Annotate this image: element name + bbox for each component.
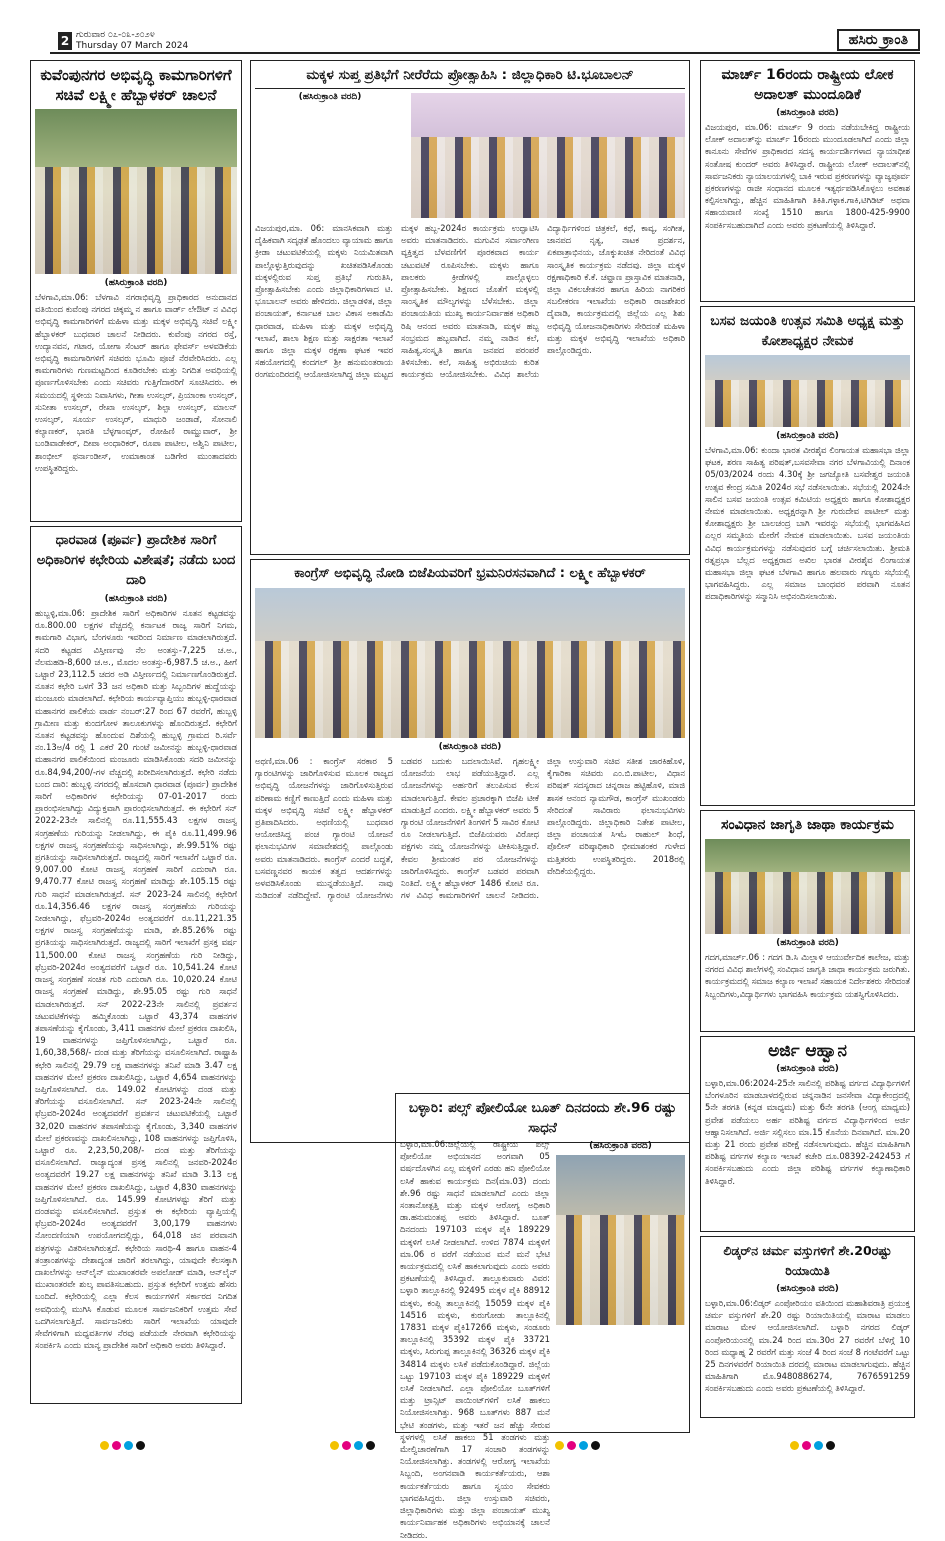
article-headline: ಸಂವಿಧಾನ ಜಾಗೃತಿ ಜಾಥಾ ಕಾರ್ಯಕ್ರಮ [721,817,894,833]
registration-marks [555,1441,600,1450]
article-lok-adalat [700,60,915,302]
article-dateline: (ಹಸಿರುಕ್ರಾಂತಿ ವರದಿ) [776,1284,839,1294]
article-rto-dharwad [30,526,242,1404]
article-body: ಬಳ್ಳಾರಿ,ಮಾ.06:ಲಿಡ್ಕರ್ ಎಂಪೋರಿಯಂ ವತಿಯಿಂದ ಮಹಾಶಿವರಾತ್ರಿ ಪ್ರಯುಕ್ತ ಚರ್ಮ ವಸ್ತುಗಳಿಗೆ ಶೇ.20 ರಷ್ಟು ರಿಯಾಯಿತಿಯಲ್ಲಿ ಮಾರಾಟ ಮಾಡಲು ಮಾರಾಟ ಮೇಳ ಆಯೋಜಿಸಲಾಗಿದೆ. ಬಳ್ಳಾರಿ ನಗರದ ಲಿಡ್ಕರ್ ಎಂಪೋರಿಯಂನಲ್ಲಿ ಮಾ.24 ರಿಂದ ಮಾ.30ರ 27 ರವರೆಗೆ ಬೆಳಿಗ್ಗೆ 10 ರಿಂದ ಮಧ್ಯಾಹ್ನ 2 ರವರೆಗೆ ಮತ್ತು ಸಂಜೆ 4 ರಿಂದ ಸಂಜೆ 8 ಗಂಟೆವರೆಗೆ ಒಟ್ಟು 25 ದಿನಗಳವರೆಗೆ ರಿಯಾಯಿತಿ ದರದಲ್ಲಿ ಮಾರಾಟ ಮಾಡಲಾಗುವುದು. ಹೆಚ್ಚಿನ ಮಾಹಿತಿಗಾಗಿ ಮೊ.9480886274, 7676591259 ಸಂಪರ್ಕಿಸಬಹುದು ಎಂದು ಅವರು ಪ್ರಕಟಣೆಯಲ್ಲಿ ತಿಳಿಸಿದ್ದಾರೆ. [705,1298,910,1394]
article-photo [705,839,910,934]
article-photo [705,355,910,427]
registration-marks [330,1441,375,1450]
article-headline: ಅರ್ಜಿ ಆಹ್ವಾನ [768,1041,847,1061]
article-headline: ಮಕ್ಕಳ ಸುಪ್ತ ಪ್ರತಿಭೆಗೆ ನೀರೆರೆದು ಪ್ರೋತ್ಸಾಹಿಸಿ : ಜಿಲ್ಲಾಧಿಕಾರಿ ಟಿ.ಭೂಬಾಲನ್ [255,65,685,89]
article-dateline: (ಹಸಿರುಕ್ರಾಂತಿ ವರದಿ) [589,1141,652,1151]
article-dateline: (ಹಸಿರುಕ್ರಾಂತಿ ವರದಿ) [776,1064,839,1074]
masthead [50,28,920,54]
article-body: ಗದಗ,ಮಾರ್ಚ್.06 : ಗದಗ ಡಿ.ಸಿ ಮಿಲ್ಲಾಳಿ ಆಯುರ್ವೇದಿಕ ಕಾಲೇಜ, ಮತ್ತು ನಗರದ ವಿವಿಧ ಶಾಲೆಗಳಲ್ಲಿ ಸಂವಿಧಾನ ಜಾಗೃತಿ ಜಾಥಾ ಕಾರ್ಯಕ್ರಮ ಜರುಗಿತು. ಕಾರ್ಯಕ್ರಮದಲ್ಲಿ ಸಮಾಜ ಕಲ್ಯಾಣ ಇಲಾಖೆ ಸಹಾಯಕ ನಿರ್ದೇಶಕರು ಸೇರಿದಂತೆ ಸಿಬ್ಬಂದಿಗಳು,ವಿದ್ಯಾರ್ಥಿಗಳು ಭಾಗವಹಿಸಿ ಕಾರ್ಯಕ್ರಮ ಯಶಸ್ವಿಗೊಳಿಸಿದರು. [705,952,910,999]
article-lidkar [700,1236,915,1418]
article-photo [411,93,685,218]
article-body: ಬಳ್ಳಾರಿ,ಮಾ.06:ಜಿಲ್ಲೆಯಲ್ಲಿ ರಾಷ್ಟ್ರೀಯ ಪಲ್ಸ್ ಪೋಲಿಯೋ ಅಭಿಯಾನದ ಅಂಗವಾಗಿ 05 ವರ್ಷದೊಳಗಿನ ಎಲ್ಲ ಮಕ್ಕಳಿಗೆ ಎರಡು ಹನಿ ಪೋಲಿಯೋ ಲಸಿಕೆ ಹಾಕುವ ಕಾರ್ಯಕ್ರಮ ದಿನ(ಮಾ.03) ದಂದು ಶೇ.96 ರಷ್ಟು ಸಾಧನೆ ಮಾಡಲಾಗಿದೆ ಎಂದು ಜಿಲ್ಲಾ ಸಂತಾನೋತ್ಪತ್ತಿ ಮತ್ತು ಮಕ್ಕಳ ಆರೋಗ್ಯ ಅಧಿಕಾರಿ ಡಾ.ಹನುಮಂತಪ್ಪ ಅವರು ತಿಳಿಸಿದ್ದಾರೆ. ಬೂತ್ ದಿನದಂದು 197103 ಮಕ್ಕಳ ಪೈಕಿ 189229 ಮಕ್ಕಳಿಗೆ ಲಸಿಕೆ ನೀಡಲಾಗಿದೆ. ಉಳಿದ 7874 ಮಕ್ಕಳಿಗೆ ಮಾ.06 ರ ವರೆಗೆ ನಡೆಯುವ ಮನೆ ಮನೆ ಭೇಟಿ ಕಾರ್ಯಕ್ರಮದಲ್ಲಿ ಲಸಿಕೆ ಹಾಕಲಾಗುವುದು ಎಂದು ಅವರು ಪ್ರಕಟಣೆಯಲ್ಲಿ ತಿಳಿಸಿದ್ದಾರೆ. ತಾಲ್ಲೂಕುವಾರು ವಿವರ: ಬಳ್ಳಾರಿ ತಾಲ್ಲೂಕಿನಲ್ಲಿ 92495 ಮಕ್ಕಳ ಪೈಕಿ 88912 ಮಕ್ಕಳು, ಕಂಪ್ಲಿ ತಾಲ್ಲೂಕಿನಲ್ಲಿ 15059 ಮಕ್ಕಳ ಪೈಕಿ 14516 ಮಕ್ಕಳು, ಕುರುಗೋಡು ತಾಲ್ಲೂಕಿನಲ್ಲಿ 17831 ಮಕ್ಕಳ ಪೈಕಿ17266 ಮಕ್ಕಳು, ಸಂಡೂರು ತಾಲ್ಲೂಕಿನಲ್ಲಿ 35392 ಮಕ್ಕಳ ಪೈಕಿ 33721 ಮಕ್ಕಳು, ಸಿರುಗುಪ್ಪ ತಾಲ್ಲೂಕಿನಲ್ಲಿ 36326 ಮಕ್ಕಳ ಪೈಕಿ 34814 ಮಕ್ಕಳು ಲಸಿಕೆ ಪಡೆದುಕೊಂಡಿದ್ದಾರೆ. ಜಿಲ್ಲೆಯ ಒಟ್ಟು 197103 ಮಕ್ಕಳ ಪೈಕಿ 189229 ಮಕ್ಕಳಿಗೆ ಲಸಿಕೆ ನೀಡಲಾಗಿದೆ. ಎಲ್ಲಾ ಪೋಲಿಯೋ ಬೂತ್‌ಗಳಿಗೆ ಮತ್ತು ಟ್ರಾನ್ಸಿಟ್ ಪಾಯಿಂಟ್‌ಗಳಿಗೆ ಲಸಿಕೆ ಹಾಕಲು ನಿಯೋಜಿಸಲಾಗಿತ್ತು. 968 ಬೂತ್‌ಗಳು 887 ಮನೆ ಭೇಟಿ ತಂಡಗಳು, ಮತ್ತು ಇತರೆ ಜನ ಹೆಚ್ಚು ಸೇರುವ ಸ್ಥಳಗಳಲ್ಲಿ ಲಸಿಕೆ ಹಾಕಲು 51 ತಂಡಗಳು ಮತ್ತು ಮೇಲ್ವಿಚಾರಣೆಗಾಗಿ 17 ಸಂಚಾರಿ ತಂಡಗಳನ್ನು ನಿಯೋಜಿಸಲಾಗಿತ್ತು. ತಂಡಗಳಲ್ಲಿ ಆರೋಗ್ಯ ಇಲಾಖೆಯ ಸಿಬ್ಬಂದಿ, ಅಂಗನವಾಡಿ ಕಾರ್ಯಕರ್ತೆಯರು, ಆಶಾ ಕಾರ್ಯಕರ್ತೆಯರು ಹಾಗೂ ಸ್ವಯಂ ಸೇವಕರು ಭಾಗವಹಿಸಿದ್ದರು. ಜಿಲ್ಲಾ ಉಸ್ತುವಾರಿ ಸಚಿವರು, ಜಿಲ್ಲಾಧಿಕಾರಿಗಳು ಮತ್ತು ಜಿಲ್ಲಾ ಪಂಚಾಯತ್ ಮುಖ್ಯ ಕಾರ್ಯನಿರ್ವಾಹಕ ಅಧಿಕಾರಿಗಳು ಅಭಿಯಾನಕ್ಕೆ ಚಾಲನೆ ನೀಡಿದರು. [400,1139,550,1540]
article-body: ಬಳ್ಳಾರಿ,ಮಾ.06:2024-25ನೇ ಸಾಲಿನಲ್ಲಿ ಪರಿಶಿಷ್ಟ ವರ್ಗದ ವಿದ್ಯಾರ್ಥಿಗಳಿಗೆ ಬೆಂಗಳೂರಿನ ಮಾಡಬಾಳದಲ್ಲಿರುವ ಚನ್ನನಾಡಿನ ಜನಸೇವಾ ವಿದ್ಯಾಕೇಂದ್ರದಲ್ಲಿ 5ನೇ ತರಗತಿ (ಕನ್ನಡ ಮಾಧ್ಯಮ) ಮತ್ತು 6ನೇ ತರಗತಿ (ಆಂಗ್ಲ ಮಾಧ್ಯಮ) ಪ್ರವೇಶ ಪಡೆಯಲು ಅರ್ಹ ಪರಿಶಿಷ್ಟ ವರ್ಗದ ವಿದ್ಯಾರ್ಥಿಗಳಿಂದ ಅರ್ಜಿ ಆಹ್ವಾನಿಸಲಾಗಿದೆ. ಅರ್ಜಿ ಸಲ್ಲಿಸಲು ಮಾ.15 ಕೊನೆಯ ದಿನವಾಗಿದೆ. ಮಾ.20 ಮತ್ತು 21 ರಂದು ಪ್ರವೇಶ ಪರೀಕ್ಷೆ ನಡೆಸಲಾಗುವುದು. ಹೆಚ್ಚಿನ ಮಾಹಿತಿಗಾಗಿ ಪರಿಶಿಷ್ಟ ವರ್ಗಗಳ ಕಲ್ಯಾಣ ಇಲಾಖೆ ಕಚೇರಿ ದೂ.08392-242453 ಗೆ ಸಂಪರ್ಕಿಸಬಹುದು ಎಂದು ಜಿಲ್ಲಾ ಪರಿಶಿಷ್ಟ ವರ್ಗಗಳ ಕಲ್ಯಾಣಾಧಿಕಾರಿ ತಿಳಿಸಿದ್ದಾರೆ. [705,1078,910,1186]
article-body: ವಿಜಯಪುರ,ಮಾ. 06: ಮಾನಸಿಕವಾಗಿ ಮತ್ತು ದೈಹಿಕವಾಗಿ ಸದೃಢತೆ ಹೊಂದಲು ವ್ಯಾಯಾಮ ಹಾಗೂ ಕ್ರೀಡಾ ಚಟುವಟಿಕೆಯಲ್ಲಿ ಮಕ್ಕಳು ನಿಯಮಿತವಾಗಿ ಪಾಲ್ಗೊಳ್ಳುತ್ತಿರುವುದನ್ನು ಖಚಿತಪಡಿಸಿಕೊಂಡು ಮಕ್ಕಳಲ್ಲಿರುವ ಸುಪ್ತ ಪ್ರತಿಭೆ ಗುರುತಿಸಿ, ಪ್ರೋತ್ಸಾಹಿಸಬೇಕು ಎಂದು ಜಿಲ್ಲಾಧಿಕಾರಿಗಳಾದ ಟಿ. ಭೂಬಾಲನ್ ಅವರು ಹೇಳಿದರು. ಜಿಲ್ಲಾಡಳಿತ, ಜಿಲ್ಲಾ ಪಂಚಾಯತ್, ಕರ್ನಾಟಕ ಬಾಲ ವಿಕಾಸ ಅಕಾಡೆಮಿ ಧಾರವಾಡ, ಮಹಿಳಾ ಮತ್ತು ಮಕ್ಕಳ ಅಭಿವೃದ್ಧಿ ಇಲಾಖೆ, ಶಾಲಾ ಶಿಕ್ಷಣ ಮತ್ತು ಸಾಕ್ಷರತಾ ಇಲಾಖೆ ಹಾಗೂ ಜಿಲ್ಲಾ ಮಕ್ಕಳ ರಕ್ಷಣಾ ಘಟಕ ಇವರ ಸಹಯೋಗದಲ್ಲಿ ಕಂದಗಲ್ ಶ್ರೀ ಹನುಮಂತರಾಯ ರಂಗಮಂದಿರದಲ್ಲಿ ಆಯೋಜಿಸಲಾಗಿದ್ದ ಜಿಲ್ಲಾ ಮಟ್ಟದ ಮಕ್ಕಳ ಹಬ್ಬ-2024ರ ಕಾರ್ಯಕ್ರಮ ಉದ್ಘಾಟಿಸಿ ಅವರು ಮಾತನಾಡಿದರು. ಮಗುವಿನ ಸರ್ವಾಂಗೀಣ ವ್ಯಕ್ತಿತ್ವದ ಬೆಳವಣಿಗೆಗೆ ಪೂರಕವಾದ ಕಾರ್ಯ ಚಟುವಟಿಕೆ ರೂಪಿಸಬೇಕು. ಮಕ್ಕಳು ಹಾಗೂ ಪಾಲಕರು ಕ್ರೀಡೆಗಳಲ್ಲಿ ಪಾಲ್ಗೊಳ್ಳಲು ಪ್ರೋತ್ಸಾಹಿಸಬೇಕು. ಶಿಕ್ಷಣದ ಜೊತೆಗೆ ಮಕ್ಕಳಲ್ಲಿ ಸಾಂಸ್ಕೃತಿಕ ಮೌಲ್ಯಗಳನ್ನು ಬೆಳೆಸಬೇಕು. ಜಿಲ್ಲಾ ಪಂಚಾಯತಿಯ ಮುಖ್ಯ ಕಾರ್ಯನಿರ್ವಾಹಕ ಅಧಿಕಾರಿ ರಿಷಿ ಆನಂದ ಅವರು ಮಾತನಾಡಿ, ಮಕ್ಕಳ ಹಬ್ಬ ಸಂಭ್ರಮದ ಹಬ್ಬವಾಗಿದೆ. ನಮ್ಮ ನಾಡಿನ ಕಲೆ, ಸಾಹಿತ್ಯ,ಸಂಸ್ಕೃತಿ ಹಾಗೂ ಜನಪದ ಪರಂಪರೆ ತಿಳಿಸಬೇಕು. ಕಲೆ, ಸಾಹಿತ್ಯ ಅಭಿರುಚಿಯ ಕುರಿತ ಕಾರ್ಯಕ್ರಮ ಆಯೋಜಿಸಬೇಕು. ವಿವಿಧ ಶಾಲೆಯ ವಿದ್ಯಾರ್ಥಿಗಳಿಂದ ಚಿತ್ರಕಲೆ, ಕಥೆ, ಕಾವ್ಯ, ಸಂಗೀತ, ಜಾನಪದ ನೃತ್ಯ, ನಾಟಕ ಪ್ರದರ್ಶನ, ಏಕಪಾತ್ರಾಭಿನಯ, ಜೊಕ್ಕುಖಚಿತ ನೇರಿದಂತೆ ವಿವಿಧ ಸಾಂಸ್ಕೃತಿಕ ಕಾರ್ಯಕ್ರಮ ನಡೆದವು. ಜಿಲ್ಲಾ ಮಕ್ಕಳ ರಕ್ಷಣಾಧಿಕಾರಿ ಕೆ.ಕೆ. ಚವ್ಹಾಣ ಪ್ರಾಸ್ತಾವಿಕ ಮಾತನಾಡಿ, ಜಿಲ್ಲಾ ವಿಕಲಚೇತನರ ಹಾಗೂ ಹಿರಿಯ ನಾಗರಿಕರ ಸಬಲೀಕರಣ ಇಲಾಖೆಯ ಅಧಿಕಾರಿ ರಾಜಶೇಖರ ದೈವಾಡಿ, ಕಾರ್ಯಕ್ರಮದಲ್ಲಿ ಜಿಲ್ಲೆಯ ಎಲ್ಲ ಶಿಶು ಅಭಿವೃದ್ಧಿ ಯೋಜನಾಧಿಕಾರಿಗಳು ಸೇರಿದಂತೆ ಮಹಿಳಾ ಮತ್ತು ಮಕ್ಕಳ ಅಭಿವೃದ್ಧಿ ಇಲಾಖೆಯ ಅಧಿಕಾರಿ ಪಾಲ್ಗೊಂಡಿದ್ದರು. [255,223,685,380]
article-headline: ಮಾರ್ಚ್ 16ರಂದು ರಾಷ್ಟ್ರೀಯ ಲೋಕ ಅದಾಲತ್ ಮುಂದೂಡಿಕೆ [721,67,894,103]
article-headline: ಬಳ್ಳಾರಿ: ಪಲ್ಸ್ ಪೋಲಿಯೋ ಬೂತ್ ದಿನದಂದು ಶೇ.96 ರಷ್ಟು ಸಾಧನೆ [408,1100,677,1136]
article-photo [35,109,237,274]
article-headline: ಕುವೆಂಪುನಗರ ಅಭಿವೃದ್ಧಿ ಕಾಮಗಾರಿಗಳಿಗೆ ಸಚಿವೆ ಲಕ್ಷ್ಮೀ ಹೆಬ್ಬಾಳಕರ್ ಚಾಲನೆ [40,66,232,104]
issue-date-en: Thursday 07 March 2024 [76,41,189,51]
article-headline: ಧಾರವಾಡ (ಪೂರ್ವ) ಪ್ರಾದೇಶಿಕ ಸಾರಿಗೆ ಅಧಿಕಾರಿಗಳ ಕಛೇರಿಯ ವಿಶೇಷತೆ; ನಡೆದು ಬಂದ ದಾರಿ [36,533,236,588]
article-dateline: (ಹಸಿರುಕ್ರಾಂತಿ ವರದಿ) [104,278,168,288]
article-body: ಹುಬ್ಬಳ್ಳಿ,ಮಾ.06: ಪ್ರಾದೇಶಿಕ ಸಾರಿಗೆ ಅಧಿಕಾರಿಗಳ ನೂತನ ಕಟ್ಟಡವನ್ನು ರೂ.800.00 ಲಕ್ಷಗಳ ವೆಚ್ಚದಲ್ಲಿ ಕರ್ನಾಟಕ ರಾಜ್ಯ ಸಾರಿಗೆ ನಿಗಮ, ಕಾಮಗಾರಿ ವಿಭಾಗ, ಬೆಂಗಳೂರು ಇವರಿಂದ ನಿರ್ಮಾಣ ಮಾಡಲಾಗಿರುತ್ತದೆ. ಸದರಿ ಕಟ್ಟಡದ ವಿಸ್ತೀರ್ಣವು ನೆಲ ಅಂತಸ್ತು-7,225 ಚ.ಅ., ನೆಲಮಹಡಿ-8,600 ಚ.ಅ., ಮೊದಲ ಅಂತಸ್ತು-6,987.5 ಚ.ಅ., ಹೀಗೆ ಒಟ್ಟಾರೆ 23,112.5 ಚದರ ಅಡಿ ವಿಸ್ತೀರ್ಣದಲ್ಲಿ ನಿರ್ಮಾಣಗೊಂಡಿರುತ್ತದೆ. ನೂತನ ಕಛೇರಿ ಒಳಗೆ 33 ಜನ ಅಧಿಕಾರಿ ಮತ್ತು ಸಿಬ್ಬಂದಿಗಳ ಹುದ್ದೆಯನ್ನು ಮಂಜೂರು ಮಾಡಲಾಗಿದೆ. ಕಛೇರಿಯ ಕಾರ್ಯವ್ಯಾಪ್ತಿಯು ಹುಬ್ಬಳ್ಳಿ-ಧಾರವಾಡ ಮಹಾನಗರ ಪಾಲಿಕೆಯ ವಾರ್ಡ ನಂಬರ್:27 ರಿಂದ 67 ರವರೆಗೆ, ಹುಬ್ಬಳ್ಳಿ ಗ್ರಾಮೀಣ ಮತ್ತು ಕುಂದಗೋಳ ತಾಲೂಕುಗಳನ್ನು ಹೊಂದಿರುತ್ತದೆ. ಕಛೇರಿಗೆ ನೂತನ ಕಟ್ಟಡವನ್ನು ಹೊಂದುವ ದಿಶೆಯಲ್ಲಿ ಹುಬ್ಬಳ್ಳಿ ಗ್ರಾಮದ ರಿ.ಸರ್ವೆ ನಂ.13ಅ/4 ರಲ್ಲಿ 1 ಎಕರೆ 20 ಗುಂಟೆ ಜಮೀನನ್ನು ಹುಬ್ಬಳ್ಳಿ-ಧಾರವಾಡ ಮಹಾನಗರ ಪಾಲಿಕೆಯಿಂದ ಮಂಜೂರು ಮಾಡಿಸಿಕೊಂಡು ಸದರಿ ಜಮೀನನ್ನು ರೂ.84,94,200/-ಗಳ ವೆಚ್ಚದಲ್ಲಿ ಖರೀದಿಸಲಾಗಿರುತ್ತದೆ. ಕಛೇರಿ ನಡೆದು ಬಂದ ದಾರಿ: ಹುಬ್ಬಳ್ಳಿ ನಗರದಲ್ಲಿ ಹೊಸದಾಗಿ ಧಾರವಾಡ (ಪೂರ್ವ) ಪ್ರಾದೇಶಿಕ ಸಾರಿಗೆ ಅಧಿಕಾರಿಗಳ ಕಛೇರಿಯನ್ನು 07-01-2017 ರಂದು ಪ್ರಾರಂಭಿಸಲಾಗಿದ್ದು ವಿದ್ಯುಕ್ತವಾಗಿ ಪ್ರಾರಂಭಿಸಲಾಗಿರುತ್ತದೆ. ಈ ಕಛೇರಿಗೆ ಸನ್ 2022-23ನೇ ಸಾಲಿನಲ್ಲಿ ರೂ.11,555.43 ಲಕ್ಷಗಳ ರಾಜಸ್ವ ಸಂಗ್ರಹಣೆಯ ಗುರಿಯನ್ನು ನೀಡಲಾಗಿದ್ದು, ಈ ಪೈಕಿ ರೂ.11,499.96 ಲಕ್ಷಗಳ ರಾಜಸ್ವ ಸಂಗ್ರಹಣೆಯನ್ನು ಸಾಧಿಸಲಾಗಿದ್ದು, ಶೇ.99.51% ರಷ್ಟು ಪ್ರಗತಿಯನ್ನು ಸಾಧಿಸಲಾಗಿರುತ್ತದೆ. ರಾಜ್ಯದಲ್ಲಿ ಸಾರಿಗೆ ಇಲಾಖೆಗೆ ಒಟ್ಟಾರೆ ರೂ. 9,007.00 ಕೋಟಿ ರಾಜಸ್ವ ಸಂಗ್ರಹಣೆ ಸಾರಿಗೆ ಎದುರಾಗಿ ರೂ. 9,470.77 ಕೋಟಿ ರಾಜಸ್ವ ಸಂಗ್ರಹಣೆ ಮಾಡಿದ್ದು ಶೇ.105.15 ರಷ್ಟು ಗುರಿ ಸಾಧನೆ ಮಾಡಲಾಗಿರುತ್ತದೆ. ಸನ್ 2023-24 ಸಾಲಿನಲ್ಲಿ ಕಛೇರಿಗೆ ರೂ.14,356.46 ಲಕ್ಷಗಳ ರಾಜಸ್ವ ಸಂಗ್ರಹಣೆಯ ಗುರಿಯನ್ನು ನೀಡಲಾಗಿದ್ದು, ಫೆಬ್ರವರಿ-2024ರ ಅಂತ್ಯದವರೆಗೆ ರೂ.11,221.35 ಲಕ್ಷಗಳ ರಾಜಸ್ವ ಸಂಗ್ರಹಣೆಯನ್ನು ಮಾಡಿ, ಶೇ.85.26% ರಷ್ಟು ಪ್ರಗತಿಯನ್ನು ಸಾಧಿಸಲಾಗಿರುತ್ತದೆ. ರಾಜ್ಯದಲ್ಲಿ ಸಾರಿಗೆ ಇಲಾಖೆಗೆ ಪ್ರಸಕ್ತ ವರ್ಷ 11,500.00 ಕೋಟಿ ರಾಜಸ್ವ ಸಂಗ್ರಹಣೆಯ ಗುರಿ ನೀಡಿದ್ದು, ಫೆಬ್ರವರಿ-2024ರ ಅಂತ್ಯದವರೆಗೆ ಒಟ್ಟಾರೆ ರೂ. 10,541.24 ಕೋಟಿ ರಾಜಸ್ವ ಸಂಗ್ರಹಣೆ ಸಂಚಿತ ಗುರಿ ಎದುರಾಗಿ ರೂ. 10,020.24 ಕೋಟಿ ರಾಜಸ್ವ ಸಂಗ್ರಹಣೆ ಮಾಡಿದ್ದು, ಶೇ.95.05 ರಷ್ಟು ಗುರಿ ಸಾಧನೆ ಮಾಡಲಾಗಿರುತ್ತದೆ. ಸನ್ 2022-23ನೇ ಸಾಲಿನಲ್ಲಿ ಪ್ರವರ್ತನ ಚಟುವಟಿಕೆಗಳನ್ನು ಹಮ್ಮಿಕೊಂಡು ಒಟ್ಟಾರೆ 43,374 ವಾಹನಗಳ ತಪಾಸಣೆಯನ್ನು ಕೈಗೊಂಡು, 3,411 ವಾಹನಗಳ ಮೇಲೆ ಪ್ರಕರಣ ದಾಖಲಿಸಿ, 19 ವಾಹನಗಳನ್ನು ಜಪ್ತಿಗೊಳಿಸಲಾಗಿದ್ದು, ಒಟ್ಟಾರೆ ರೂ. 1,60,38,568/- ದಂಡ ಮತ್ತು ತೆರಿಗೆಯನ್ನು ವಸೂಲಿಸಲಾಗಿದೆ. ರಾಷ್ಟ್ರಾಹಿ ಕಛೇರಿ ಸಾಲಿನಲ್ಲಿ 29.79 ಲಕ್ಷ ವಾಹನಗಳನ್ನು ತನಿಖೆ ಮಾಡಿ 3.47 ಲಕ್ಷ ವಾಹನಗಳ ಮೇಲೆ ಪ್ರಕರಣ ದಾಖಲಿಸಿದ್ದು, ಒಟ್ಟಾರೆ 4,654 ವಾಹನಗಳನ್ನು ಜಪ್ತಿಗೊಳಿಸಲಾಗಿದೆ. ರೂ. 149.02 ಕೋಟಿಗಳನ್ನು ದಂಡ ಮತ್ತು ತೆರಿಗೆಯನ್ನು ವಸೂಲಿಸಲಾಗಿದೆ. ಸನ್ 2023-24ನೇ ಸಾಲಿನಲ್ಲಿ ಫೆಬ್ರವರಿ-2024ರ ಅಂತ್ಯದವರೆಗೆ ಪ್ರವರ್ತನ ಚಟುವಟಿಕೆಯಲ್ಲಿ ಒಟ್ಟಾರೆ 32,020 ವಾಹನಗಳ ತಪಾಸಣೆಯನ್ನು ಕೈಗೊಂಡು, 3,340 ವಾಹನಗಳ ಮೇಲೆ ಪ್ರಕರಣವನ್ನು ದಾಖಲಿಸಲಾಗಿದ್ದು, 108 ವಾಹನಗಳನ್ನು ಜಪ್ತಿಗೊಳಿಸಿ, ಒಟ್ಟಾರೆ ರೂ. 2,23,50,208/- ದಂಡ ಮತ್ತು ತೆರಿಗೆಯನ್ನು ವಸೂಲಿಸಲಾಗಿದೆ. ರಾಜ್ಯಾದ್ಯಂತ ಪ್ರಸಕ್ತ ಸಾಲಿನಲ್ಲಿ ಜನವರಿ-2024ರ ಅಂತ್ಯದವರೆಗೆ 19.27 ಲಕ್ಷ ವಾಹನಗಳನ್ನು ತನಿಖೆ ಮಾಡಿ 3.13 ಲಕ್ಷ ವಾಹನಗಳ ಮೇಲೆ ಪ್ರಕರಣ ದಾಖಲಿಸಿದ್ದು, ಒಟ್ಟಾರೆ 4,830 ವಾಹನಗಳನ್ನು ಜಪ್ತಿಗೊಳಿಸಲಾಗಿದೆ. ರೂ. 145.99 ಕೋಟಿಗಳಷ್ಟು ತೆರಿಗೆ ಮತ್ತು ದಂಡವನ್ನು ವಸೂಲಿಸಲಾಗಿದೆ. ಪ್ರಸ್ತುತ ಈ ಕಛೇರಿಯ ವ್ಯಾಪ್ತಿಯಲ್ಲಿ ಫೆಬ್ರವರಿ-2024ರ ಅಂತ್ಯದವರೆಗೆ 3,00,179 ವಾಹನಗಳು ನೋಂದಣಿಯಾಗಿ ಉಪಯೋಗದಲ್ಲಿದ್ದು, 64,018 ಚಿನ ಪರವಾನಗಿ ಪತ್ರಗಳನ್ನು ವಿತರಿಸಲಾಗಿರುತ್ತದೆ. ಕಛೇರಿಯ ಸಾರಥಿ-4 ಹಾಗೂ ವಾಹನ-4 ತಂತ್ರಾಂಶಗಳನ್ನು ದೇಶಾದ್ಯಂತ ಜಾರಿಗೆ ತರಲಾಗಿದ್ದು, ಯಾವುದೇ ಕೆಲಸಕ್ಕಾಗಿ ದಾಖಲೆಗಳನ್ನು ಆನ್‌ಲೈನ್ ಮುಖಾಂತರವೇ ಅಪಲೋಡ್ ಮಾಡಿ, ಆನ್‌ಲೈನ್ ಮುಖಾಂತರವೇ ಶುಲ್ಕ ಪಾವತಿಸಬಹುದು. ಪ್ರಸ್ತುತ ಕಛೇರಿಗೆ ಉತ್ತಮ ಹೆಸರು ಬಂದಿದೆ. ಕಛೇರಿಯಲ್ಲಿ ಎಲ್ಲಾ ಕೆಲಸ ಕಾರ್ಯಗಳಿಗೆ ಸರ್ಕಾರದ ನಿಗದಿತ ಅವಧಿಯಲ್ಲಿ ಮುಗಿಸಿ ಕೊಡುವ ಮೂಲಕ ಸಾರ್ವಜನಿಕರಿಗೆ ಉತ್ತಮ ಸೇವೆ ಒದಗಿಸಲಾಗುತ್ತಿದೆ. ಸಾರ್ವಜನಿಕರು ಸಾರಿಗೆ ಇಲಾಖೆಯ ಯಾವುದೇ ಸೇವೆಗಳಿಗಾಗಿ ಮಧ್ಯವರ್ತಿಗಳ ನೆರವು ಪಡೆಯದೇ ನೇರವಾಗಿ ಕಛೇರಿಯನ್ನು ಸಂಪರ್ಕಿಸಿ ಎಂದು ಮಾನ್ಯ ಪ್ರಾದೇಶಿಕ ಸಾರಿಗೆ ಅಧಿಕಾರಿ ಅವರು ತಿಳಿಸಿದ್ದಾರೆ. [35,608,237,1351]
issue-date [76,30,188,52]
article-dateline: (ಹಸಿರುಕ್ರಾಂತಿ ವರದಿ) [776,108,839,118]
registration-marks [100,1441,145,1450]
article-samvidhana [700,810,915,1032]
article-application [700,1036,915,1232]
page-number: 2 [58,32,72,50]
article-body: ಬೆಳಗಾವಿ,ಮಾ.06: ಬೆಳಗಾವಿ ನಗರಾಭಿವೃದ್ಧಿ ಪ್ರಾಧಿಕಾರದ ಅನುದಾನದ ವತಿಯಿಂದ ಕುವೆಂಪು ನಗರದ ಚಿಕ್ಕಮ್ಮ ನ ಹಾಗೂ ವಾರ್ಡ್ ಲೇಔಟ್ ನ ವಿವಿಧ ಅಭಿವೃದ್ಧಿ ಕಾಮಗಾರಿಗಳಿಗೆ ಮಹಿಳಾ ಮತ್ತು ಮಕ್ಕಳ ಅಭಿವೃದ್ಧಿ ಸಚಿವೆ ಲಕ್ಷ್ಮೀ ಹೆಬ್ಬಾಳಕರ್ ಬುಧವಾರ ಚಾಲನೆ ನೀಡಿದರು. ಕುವೆಂಪು ನಗರದ ರಸ್ತೆ, ಉದ್ಯಾನವನ, ಗಟಾರ, ಯೋಗಾ ಸೆಂಟರ್ ಹಾಗೂ ಫೇವರ್ಸ್ ಅಳವಡಿಕೆಯ ಅಭಿವೃದ್ಧಿ ಕಾಮಗಾರಿಗಳಿಗೆ ಸಚಿವರು ಭೂಮಿ ಪೂಜೆ ನೆರವೇರಿಸಿದರು. ಎಲ್ಲ ಕಾಮಗಾರಿಗಳು ಗುಣಮಟ್ಟದಿಂದ ಕೂಡಿರಬೇಕು ಮತ್ತು ನಿಗದಿತ ಅವಧಿಯಲ್ಲಿ ಪೂರ್ಣಗೊಳಿಸಬೇಕು ಎಂದು ಸಚಿವರು ಗುತ್ತಿಗೆದಾರರಿಗೆ ಸೂಚಿಸಿದರು. ಈ ಸಮಯದಲ್ಲಿ ಸ್ಥಳೀಯ ನಿವಾಸಿಗಳು, ಗೀತಾ ಉಸಲ್ಕರ್, ಪ್ರಿಯಾಂಕಾ ಉಸಲ್ಕರ್, ಸುನೀತಾ ಉಸಲ್ಕರ್, ರೇಖಾ ಉಸಲ್ಕರ್, ಶಿಲ್ಪಾ ಉಸಲ್ಕರ್, ಮಾಲನ್ ಉಸಲ್ಕರ್, ಸೂರ್ಯ ಉಸಲ್ಕರ್, ಮಾಧುರಿ ಜಂಡಾಡೆ, ಸೋನಾಲಿ ಕಲ್ಯಾಣಕರ್, ಭಾರತಿ ಬೆಳ್ಳಗಾಂವ್ಕರ್, ರೋಹಿಣಿ ರಾಮ್ಹುವಾರ್, ಶ್ರೀ ಬಂಡಿವಾಡೇಕರ್, ದೀಪಾ ಅಂಧಾರಿಕರ್, ರೂಪಾ ಪಾಟೀಲ, ಅಶ್ವಿನಿ ಪಾಟೀಲ, ಶಾಂಭೀಲ್ ಫರ್ನಾಂಡೀಸ್, ಉಮಾಕಾಂತ ಬಡಿಗೇರ ಮುಂತಾದವರು ಉಪಸ್ಥಿತರಿದ್ದರು. [35,292,237,473]
paper-name: ಹಸಿರು ಕ್ರಾಂತಿ [837,29,920,51]
article-dateline: (ಹಸಿರುಕ್ರಾಂತಿ ವರದಿ) [298,92,362,102]
issue-date-local: ಗುರುವಾರ ೦೭-೦೩-೨೦೨೪ [76,30,155,40]
article-headline: ಲಿಡ್ಕರ್‌ನ ಚರ್ಮ ವಸ್ತುಗಳಿಗೆ ಶೇ.20ರಷ್ಟು ರಿಯಾಯಿತಿ [723,1243,892,1278]
article-congress [250,559,690,1143]
article-body: ಅಥಣಿ,ಮಾ.06 : ಕಾಂಗ್ರೆಸ್ ಸರಕಾರ 5 ಗ್ಯಾರಂಟಿಗಳನ್ನು ಜಾರಿಗೊಳಿಸುವ ಮೂಲಕ ರಾಜ್ಯದ ಅಭಿವೃದ್ಧಿ ಯೋಜನೆಗಳನ್ನು ಜಾರಿಗೊಳಿಸುತ್ತಿರುವ ಪರಿಣಾಮ ಕಣ್ಣಿಗೆ ಕಾಣುತ್ತಿದೆ ಎಂದು ಮಹಿಳಾ ಮತ್ತು ಮಕ್ಕಳ ಅಭಿವೃದ್ಧಿ ಸಚಿವೆ ಲಕ್ಷ್ಮೀ ಹೆಬ್ಬಾಳಕರ್ ಪ್ರತಿಪಾದಿಸಿದರು. ಅಥಣಿಯಲ್ಲಿ ಬುಧವಾರ ಆಯೋಜಿಸಿದ್ದ ಪಂಚ ಗ್ಯಾರಂಟಿ ಯೋಜನೆ ಫಲಾನುಭವಿಗಳ ಸಮಾವೇಶದಲ್ಲಿ ಪಾಲ್ಗೊಂಡು ಅವರು ಮಾತನಾಡಿದರು. ಕಾಂಗ್ರೆಸ್ ಎಂದರೆ ಬದ್ಧತೆ, ಬಸವಣ್ಣನವರ ಕಾಯಕ ತತ್ವದ ಆದರ್ಶಗಳನ್ನು ಅಳವಡಿಸಿಕೊಂಡು ಮುನ್ನಡೆಯುತ್ತಿದೆ. ನಾವು ನುಡಿದಂತೆ ನಡೆದಿದ್ದೇವೆ. ಗ್ಯಾರಂಟಿ ಯೋಜನೆಗಳು ಬಡವರ ಬದುಕು ಬದಲಾಯಿಸಿವೆ. ಗೃಹಲಕ್ಷ್ಮೀ ಯೋಜನೆಯ ಲಾಭ ಪಡೆಯುತ್ತಿದ್ದಾರೆ. ಎಲ್ಲ ಯೋಜನೆಗಳನ್ನು ಅರ್ಹರಿಗೆ ತಲುಪಿಸುವ ಕೆಲಸ ಮಾಡಲಾಗುತ್ತಿದೆ. ಕೇವಲ ಪ್ರಚಾರಕ್ಕಾಗಿ ಬಿಜೆಪಿ ಟೀಕೆ ಮಾಡುತ್ತಿದೆ ಎಂದರು. ಲಕ್ಷ್ಮೀ ಹೆಬ್ಬಾಳಕರ್ ಅವರು 5 ಗ್ಯಾರಂಟಿ ಯೋಜನೆಗಳಿಗೆ ತಿಂಗಳಿಗೆ 5 ಸಾವಿರ ಕೋಟಿ ರೂ ನೀಡಲಾಗುತ್ತಿದೆ. ಬಿಜೆಪಿಯವರು ವಿರೋಧ ಪಕ್ಷಗಳು ನಮ್ಮ ಯೋಜನೆಗಳನ್ನು ಟೀಕಿಸುತ್ತಿದ್ದಾರೆ. ಕೇವಲ ಶ್ರೀಮಂತರ ಪರ ಯೋಜನೆಗಳನ್ನು ಜಾರಿಗೊಳಿಸಿದ್ದರು. ಕಾಂಗ್ರೆಸ್ ಬಡವರ ಪರವಾಗಿ ನಿಂತಿದೆ. ಲಕ್ಷ್ಮೀ ಹೆಬ್ಬಾಳಕರ್ 1486 ಕೋಟಿ ರೂ. ಗಳ ವಿವಿಧ ಕಾಮಗಾರಿಗಳಿಗೆ ಚಾಲನೆ ನೀಡಿದರು. ಜಿಲ್ಲಾ ಉಸ್ತುವಾರಿ ಸಚಿವ ಸತೀಶ ಜಾರಕಿಹೊಳಿ, ಕೈಗಾರಿಕಾ ಸಚಿವರು ಎಂ.ಬಿ.ಪಾಟೀಲ, ವಿಧಾನ ಪರಿಷತ್ ಸದಸ್ಯರಾದ ಚನ್ನರಾಜ ಹಟ್ಟಿಹೊಳಿ, ಮಾಜಿ ಶಾಸಕ ಆನಂದ ನ್ಯಾಮಗೌಡ, ಕಾಂಗ್ರೆಸ್ ಮುಖಂಡರು ಸೇರಿದಂತೆ ಸಾವಿರಾರು ಫಲಾನುಭವಿಗಳು ಪಾಲ್ಗೊಂಡಿದ್ದರು. ಜಿಲ್ಲಾಧಿಕಾರಿ ನಿತೇಶ ಪಾಟೀಲ, ಜಿಲ್ಲಾ ಪಂಚಾಯತ ಸಿಇಓ ರಾಹುಲ್ ಶಿಂಧೆ, ಪೊಲೀಸ್ ವರಿಷ್ಠಾಧಿಕಾರಿ ಭೀಮಾಶಂಕರ ಗುಳೇದ ಮತ್ತಿತರರು ಉಪಸ್ಥಿತರಿದ್ದರು. 2018ರಲ್ಲಿ ವೇದಿಕೆಯಲ್ಲಿದ್ದರು. [255,756,685,901]
article-photo [255,588,685,738]
center-column [250,60,690,1147]
article-dateline: (ಹಸಿರುಕ್ರಾಂತಿ ವರದಿ) [776,431,839,441]
article-body: ವಿಜಯಪುರ, ಮಾ.06: ಮಾರ್ಚ್ 9 ರಂದು ನಡೆಯಬೇಕಿದ್ದ ರಾಷ್ಟ್ರೀಯ ಲೋಕ್ ಅದಾಲತ್‌ನ್ನು ಮಾರ್ಚ್ 16ರಂದು ಮುಂದೂಡಲಾಗಿದೆ ಎಂದು ಜಿಲ್ಲಾ ಕಾನೂನು ಸೇವೆಗಳ ಪ್ರಾಧಿಕಾರದ ಸದಸ್ಯ ಕಾರ್ಯದರ್ಶಿಗಳಾದ ನ್ಯಾಯಾಧೀಶ ಸಂತೋಷ ಕುಂದರ್ ಅವರು ತಿಳಿಸಿದ್ದಾರೆ. ರಾಷ್ಟ್ರೀಯ ಲೋಕ್ ಅದಾಲತ್‌ನಲ್ಲಿ ಸಾರ್ವಜನಿಕರು ನ್ಯಾಯಾಲಯಗಳಲ್ಲಿ ಬಾಕಿ ಇರುವ ಪ್ರಕರಣಗಳನ್ನು ವ್ಯಾಜ್ಯಪೂರ್ವ ಪ್ರಕರಣಗಳನ್ನು ರಾಜೀ ಸಂಧಾನದ ಮೂಲಕ ಇತ್ಯರ್ಥಪಡಿಸಿಕೊಳ್ಳಲು ಅವಕಾಶ ಕಲ್ಪಿಸಲಾಗಿದ್ದು, ಹೆಚ್ಚಿನ ಮಾಹಿತಿಗಾಗಿ ತಿಕಿತಿ.ಗಳ್ಳಾಕ.ಗಾಕಿ,ಟಿಗಿಡಿಟ್ ಅಥವಾ ಸಹಾಯವಾಣಿ ಸಂಖ್ಯೆ 1510 ಹಾಗೂ 1800-425-9900 ಸಂಪರ್ಕಿಸಬಹುದಾಗಿದೆ ಎಂದು ಅವರು ಪ್ರಕಟಣೆಯಲ್ಲಿ ತಿಳಿಸಿದ್ದಾರೆ. [705,122,910,230]
article-dateline: (ಹಸಿರುಕ್ರಾಂತಿ ವರದಿ) [776,938,839,948]
left-column [30,60,242,1408]
article-headline: ಕಾಂಗ್ರೆಸ್ ಅಭಿವೃದ್ಧಿ ನೋಡಿ ಬಿಜೆಪಿಯವರಿಗೆ ಭ್ರಮನಿರಸನವಾಗಿದೆ : ಲಕ್ಷ್ಮೀ ಹೆಬ್ಬಾಳಕರ್ [294,566,646,581]
article-basava-jayanti [700,306,915,806]
article-talent [250,60,690,555]
article-dateline: (ಹಸಿರುಕ್ರಾಂತಿ ವರದಿ) [438,742,502,752]
article-dateline: (ಹಸಿರುಕ್ರಾಂತಿ ವರದಿ) [104,594,168,604]
article-kuvempunagar [30,60,242,522]
article-headline: ಬಸವ ಜಯಂತಿ ಉತ್ಸವ ಸಮಿತಿ ಅಧ್ಯಕ್ಷ ಮತ್ತು ಕೋಶಾಧ್ಯಕ್ಷರ ನೇಮಕ [710,313,905,349]
article-photo [556,1155,685,1325]
article-polio [395,1093,690,1540]
right-column [700,60,915,1422]
registration-marks [790,1441,835,1450]
article-body: ಬೆಳಗಾವಿ,ಮಾ.06: ಕುಂದಾ ಭಾರತ ವೀರಶೈವ ಲಿಂಗಾಯತ ಮಹಾಸಭಾ ಜಿಲ್ಲಾ ಘಟಕ, ಶರಣ ಸಾಹಿತ್ಯ ಪರಿಷತ್,ಬಸವಸೇವಾ ನಗರ ಬೆಳಗಾವಿಯಲ್ಲಿ ದಿನಾಂಕ 05/03/2024 ರಂದು 4.30ಕ್ಕೆ ಶ್ರೀ ಜಗಜ್ಯೋತಿ ಬಸವೇಶ್ವರ ಜಯಂತಿ ಉತ್ಸವ ಕೇಂದ್ರ ಸಮಿತಿ 2024ರ ಸಭೆ ನಡೆಸಲಾಯಿತು. ಸಭೆಯಲ್ಲಿ 2024ನೇ ಸಾಲಿನ ಬಸವ ಜಯಂತಿ ಉತ್ಸವ ಕಮಿಟಿಯ ಅಧ್ಯಕ್ಷರು ಹಾಗೂ ಕೋಶಾಧ್ಯಕ್ಷರ ನೇಮಕ ಮಾಡಲಾಯಿತು. ಅಧ್ಯಕ್ಷರನ್ನಾಗಿ ಶ್ರೀ ಗುರುದೇವ ಪಾಟೀಲ್ ಮತ್ತು ಕೋಶಾಧ್ಯಕ್ಷರು ಶ್ರೀ ಬಾಲಚಂದ್ರ ಬಾಗಿ ಇವರನ್ನು ಸಭೆಯಲ್ಲಿ ಭಾಗವಹಿಸಿದ ಎಲ್ಲರ ಸಮ್ಮತಿಯ ಮೇರೆಗೆ ನೇಮಕ ಮಾಡಲಾಯಿತು. ಬಸವ ಜಯಂತಿಯ ವಿವಿಧ ಕಾರ್ಯಕ್ರಮಗಳನ್ನು ನಡೆಸುವುದರ ಬಗ್ಗೆ ಚರ್ಚಿಸಲಾಯಿತು. ಶ್ರೀಮತಿ ರತ್ನಪ್ರಭಾ ಬೆಲ್ಲದ ಅಧ್ಯಕ್ಷರಾದ ಅಖಿಲ ಭಾರತ ವೀರಶೈವ ಲಿಂಗಾಯತ ಮಹಾಸಭಾ ಜಿಲ್ಲಾ ಘಟಕ ಬೆಳಗಾವಿ ಹಾಗೂ ಹಲವಾರು ಗಣ್ಯರು ಸಭೆಯಲ್ಲಿ ಭಾಗವಹಿಸಿದ್ದರು. ಎಲ್ಲ ಸಮಾಜ ಬಾಂಧವರ ಪರವಾಗಿ ನೂತನ ಪದಾಧಿಕಾರಿಗಳನ್ನು ಸನ್ಮಾನಿಸಿ ಅಭಿನಂದಿಸಲಾಯಿತು. [705,445,910,602]
